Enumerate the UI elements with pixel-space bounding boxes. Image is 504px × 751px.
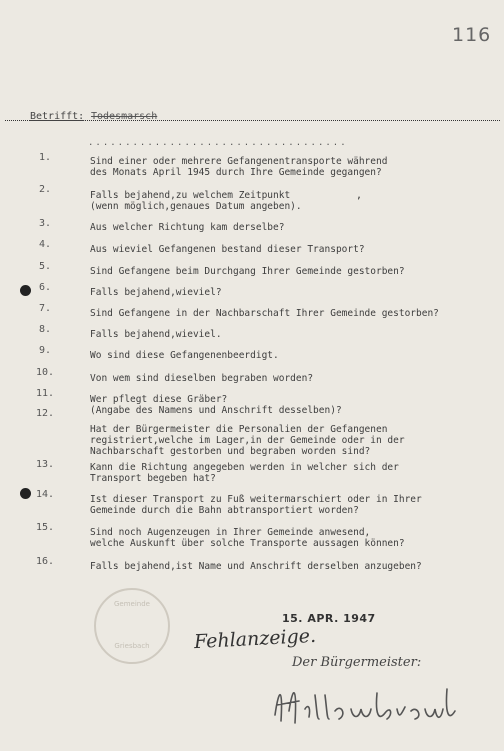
question-text: Falls bejahend,zu welchem Zeitpunkt (wenn möglich,genaues Datum angeben).	[90, 190, 302, 212]
question-number: 3.	[38, 218, 52, 229]
question-text: Aus welcher Richtung kam derselbe?	[90, 222, 285, 233]
question-number: 7.	[38, 303, 52, 314]
signature	[265, 675, 465, 739]
handwritten-note: Fehlanzeige.	[193, 624, 317, 654]
punch-hole	[20, 488, 31, 499]
received-date-stamp: 15. APR. 1947	[282, 612, 376, 625]
tick-mark: ,	[356, 190, 363, 201]
question-number: 6.	[38, 282, 52, 293]
question-text: (Angabe des Namens und Anschrift desselben)?	[90, 405, 342, 416]
question-number: 10.	[35, 367, 55, 378]
question-text: Sind Gefangene in der Nachbarschaft Ihrer Gemeinde gestorben?	[90, 308, 439, 319]
question-number: 14.	[35, 489, 55, 500]
mayor-label: Der Bürgermeister:	[292, 655, 422, 670]
subject-line	[5, 111, 500, 131]
question-text: Sind Gefangene beim Durchgang Ihrer Gemeinde gestorben?	[90, 266, 405, 277]
question-number: 1.	[38, 152, 52, 163]
question-number: 13.	[35, 459, 55, 470]
question-number: 16.	[35, 556, 55, 567]
subject-value: Todesmarsch	[91, 111, 158, 122]
official-round-stamp	[94, 588, 170, 664]
punch-hole	[20, 285, 31, 296]
question-text: Falls bejahend,wieviel?	[90, 287, 222, 298]
dotted-separator: ...................................	[88, 138, 348, 148]
question-number: 5.	[38, 261, 52, 272]
question-number: 15.	[35, 522, 55, 533]
question-text: Sind noch Augenzeugen in Ihrer Gemeinde anwesend, welche Auskunft über solche Transporte aussagen können?	[90, 527, 405, 549]
question-text: Hat der Bürgermeister die Personalien der Gefangenen registriert,welche im Lager,in der Gemeinde oder in der Nachbarschaft gestorben und begraben worden sind?	[90, 424, 405, 457]
signature-scribble-icon	[265, 675, 465, 735]
question-text: Von wem sind dieselben begraben worden?	[90, 373, 314, 384]
question-text: Ist dieser Transport zu Fuß weitermarschiert oder in Ihrer Gemeinde durch die Bahn abtransportiert worden?	[90, 494, 422, 516]
stamp-text-top: Gemeinde	[114, 600, 150, 608]
question-number: 4.	[38, 239, 52, 250]
subject-label: Betrifft:	[30, 111, 85, 122]
question-number: 9.	[38, 345, 52, 356]
question-number: 11.	[35, 388, 55, 399]
question-number: 12.	[35, 408, 55, 419]
question-number: 2.	[38, 184, 52, 195]
question-text: Wer pflegt diese Gräber?	[90, 394, 228, 405]
stamp-text-bottom: Griesbach	[114, 642, 150, 650]
question-text: Sind einer oder mehrere Gefangenentransporte während des Monats April 1945 durch Ihre Gemeinde gegangen?	[90, 156, 388, 178]
question-text: Wo sind diese Gefangenenbeerdigt.	[90, 350, 279, 361]
page-number: 116	[452, 24, 492, 46]
question-text: Falls bejahend,wieviel.	[90, 329, 222, 340]
question-text: Falls bejahend,ist Name und Anschrift derselben anzugeben?	[90, 561, 422, 572]
question-text: Aus wieviel Gefangenen bestand dieser Transport?	[90, 244, 365, 255]
question-number: 8.	[38, 324, 52, 335]
question-text: Kann die Richtung angegeben werden in welcher sich der Transport begeben hat?	[90, 462, 399, 484]
